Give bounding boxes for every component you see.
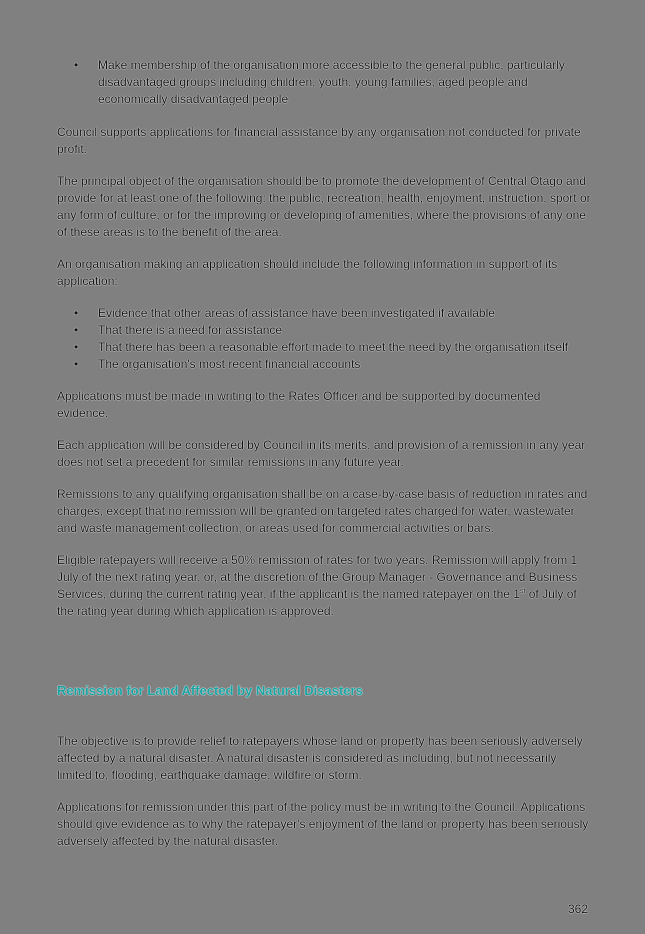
paragraph: The objective is to provide relief to ratepayers whose land or property has been seriously adversely affected by a natural disaster. A natural disaster is considered as including, but not necessarily limited to, flooding, earthquake damage, wildfire or storm. [57, 734, 583, 782]
list-item: • That there is a need for assistance [74, 323, 283, 337]
bullet-icon: • [74, 357, 79, 371]
paragraph: Council supports applications for financial assistance by any organisation not conducted for private profit. [57, 125, 581, 156]
bullet-icon: • [74, 323, 79, 337]
section-heading: Remission for Land Affected by Natural Disasters [57, 683, 363, 698]
document-body [57, 57, 592, 620]
paragraph: The principal object of the organisation should be to promote the development of Central Otago and provide for at least one of the following: the public, recreation, health, enjoyment, instruction, sport or any form of culture, or for the improving or developing of amenities, where the provisions of any one of these areas is to the benefit of the area. [57, 174, 591, 239]
page-number: 362 [568, 902, 589, 916]
paragraph: Each application will be considered by Council in its merits, and provision of a remission in any year does not set a precedent for similar remissions in any future year. [57, 438, 586, 469]
bullet-icon: • [74, 340, 79, 354]
paragraph: Remissions to any qualifying organisation shall be on a case-by-case basis of reduction in rates and charges, except that no remission will be granted on targeted rates charged for water, wastewater and waste management collection, or areas used for commercial activities or bars. [57, 487, 588, 535]
list-item: • Make membership of the organisation more accessible to the general public, particularly disadvantaged groups including children, youth, young families, aged people and economically disadvantaged people [74, 58, 565, 106]
bullet-icon: • [74, 58, 79, 72]
bullet-list-info [57, 305, 592, 373]
paragraph: An organisation making an application should include the following information in support of its application: [57, 257, 558, 288]
list-item: • Evidence that other areas of assistance have been investigated if available [74, 306, 495, 320]
paragraph: Applications for remission under this part of the policy must be in writing to the Council. Applications should give evidence as to why the ratepayer's enjoyment of the land or property has been seriously adversely affected by the natural disaster. [57, 800, 589, 848]
list-item: • The organisation's most recent financial accounts [74, 357, 361, 371]
eligible-paragraph: Eligible ratepayers will receive a 50% remission of rates for two years. Remission will apply from 1 July of the next rating year, or, at the discretion of the Group Manager - Governance and Business Services, during the current rating year, if the applicant is the named ratepayer on the 1st of July of the rating year during which application is approved. [57, 553, 578, 618]
bullet-list-top [57, 57, 592, 108]
bullet-icon: • [74, 306, 79, 320]
natural-disaster-section [57, 733, 592, 850]
list-item: • That there has been a reasonable effort made to meet the need by the organisation itself [74, 340, 569, 354]
paragraph: Applications must be made in writing to the Rates Officer and be supported by documented evidence. [57, 389, 541, 420]
